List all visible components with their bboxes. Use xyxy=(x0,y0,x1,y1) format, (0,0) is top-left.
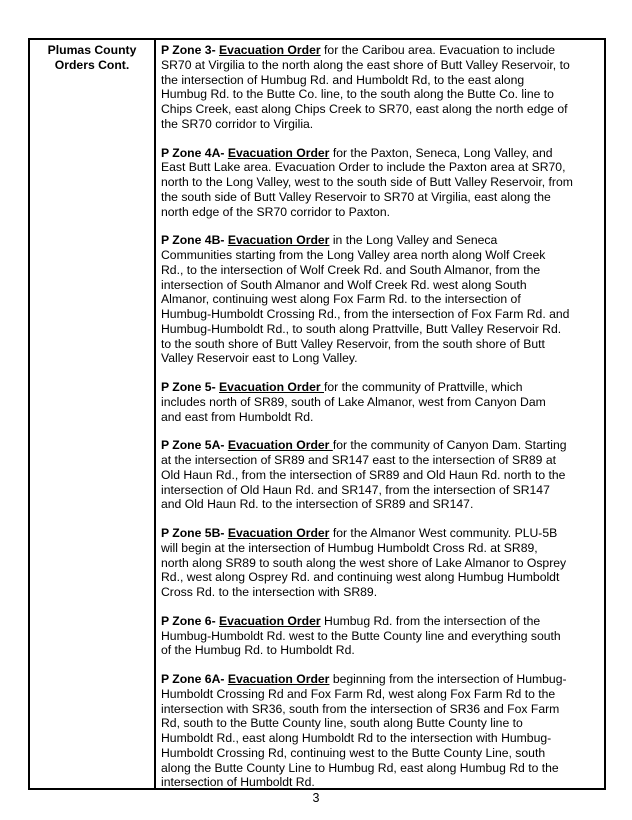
zone-text-line: the SR70 corridor to Virgilia. xyxy=(161,116,314,131)
zone-text-line: for the Almanor West community. PLU-5B xyxy=(329,526,558,540)
zone-6 xyxy=(161,614,598,658)
zone-text-line: for the community of Prattville, which xyxy=(324,380,523,394)
zone-text-line: Humbug-Humboldt Crossing Rd., from the intersection of Fox Farm Rd. and xyxy=(161,307,570,321)
zone-text-line: north along SR89 to south along the west shore of Lake Almanor to Osprey xyxy=(161,555,567,570)
evacuation-order-label: Evacuation Order xyxy=(227,526,330,540)
zone-4a xyxy=(161,146,598,220)
zone-5 xyxy=(161,380,598,424)
orders-table xyxy=(28,38,606,790)
zone-text-line: for the Paxton, Seneca, Long Valley, and xyxy=(329,145,553,160)
zone-label: P Zone 4B- xyxy=(161,233,225,248)
zone-label: P Zone 5- xyxy=(161,380,216,394)
evacuation-order-label: Evacuation Order xyxy=(227,233,330,248)
zone-text-line: will begin at the intersection of Humbug Humboldt Cross Rd. at SR89, xyxy=(161,540,538,555)
zone-text-line: of the Humbug Rd. to Humboldt Rd. xyxy=(161,643,355,658)
zone-label: P Zone 5A- xyxy=(161,438,225,453)
zone-text-line: Humbug-Humboldt Rd. west to the Butte County line and everything south xyxy=(161,628,561,643)
evacuation-order-label: Evacuation Order xyxy=(227,145,330,160)
zone-text-line: Humbug-Humboldt Rd., to south along Prattville, Butt Valley Reservoir Rd. xyxy=(161,321,562,336)
zone-text-line: north to the Long Valley, west to the south side of Butt Valley Reservoir, from xyxy=(161,175,573,189)
zone-label: P Zone 5B- xyxy=(161,526,225,540)
county-heading-line: Plumas County xyxy=(47,43,137,57)
zone-text-line: at the intersection of SR89 and SR147 east to the intersection of SR89 at xyxy=(161,453,556,467)
zone-text-line: Humbug Rd. to the Butte Co. line, to the south along the Butte Co. line to xyxy=(161,87,554,102)
zone-text-line: intersection of Humboldt Rd. xyxy=(161,775,315,790)
zone-text-line: Rd., west along Osprey Rd. and continuing west along Humbug Humboldt xyxy=(161,570,560,585)
zone-text-line: for the community of Canyon Dam. Starting xyxy=(332,438,567,453)
zone-text-line: East Butt Lake area. Evacuation Order to include the Paxton area at SR70, xyxy=(161,160,566,175)
zone-text-line: Humboldt Crossing Rd, continuing west to the Butte County Line, south xyxy=(161,745,546,760)
zone-text-line: along the Butte County Line to Humbug Rd, east along Humbug Rd to the xyxy=(161,760,559,775)
county-heading-cell xyxy=(30,40,156,788)
evacuation-order-label: Evacuation Order xyxy=(219,380,325,394)
zone-text-line: Humboldt Rd., east along Humboldt Rd to the intersection with Humbug- xyxy=(161,731,552,745)
zone-text-line: and Old Haun Rd. to the intersection of SR89 and SR147. xyxy=(161,497,474,512)
zone-text-line: the south side of Butt Valley Reservoir to SR70 at Virgilia, east along the xyxy=(161,189,551,204)
evacuation-order-label: Evacuation Order xyxy=(219,43,321,57)
zone-label: P Zone 6A- xyxy=(161,672,225,686)
zone-text-line: north edge of the SR70 corridor to Paxton. xyxy=(161,204,390,219)
zone-5a xyxy=(161,438,598,512)
zone-text-line: to the south shore of Butt Valley Reservoir, from the south shore of Butt xyxy=(161,336,545,351)
county-heading-line: Orders Cont. xyxy=(54,58,130,72)
zone-text-line: beginning from the intersection of Humbug- xyxy=(329,672,567,686)
zone-text-line: Rd, south to the Butte County line, south along Butte County line to xyxy=(161,716,523,731)
zone-text-line: intersection of Old Haun Rd. and SR147, from the intersection of SR147 xyxy=(161,482,550,497)
zone-text-line: Communities starting from the Long Valley area north along Wolf Creek xyxy=(161,248,546,262)
zone-text-line: Rd., to the intersection of Wolf Creek Rd. and South Almanor, from the xyxy=(161,262,541,277)
zone-text-line: Old Haun Rd., from the intersection of SR89 and Old Haun Rd. north to the xyxy=(161,467,566,482)
page-number: 3 xyxy=(312,791,320,805)
zone-text-line: Almanor, continuing west along Fox Farm Rd. to the intersection of xyxy=(161,292,521,307)
zone-text-line: intersection with SR36, south from the intersection of SR36 and Fox Farm xyxy=(161,701,560,716)
zone-text-line: Humboldt Crossing Rd and Fox Farm Rd, west along Fox Farm Rd to the xyxy=(161,686,556,701)
zone-text-line: for the Caribou area. Evacuation to include xyxy=(320,43,556,57)
zone-5b xyxy=(161,526,598,600)
zone-text-line: includes north of SR89, south of Lake Almanor, west from Canyon Dam xyxy=(161,394,546,409)
zone-text-line: Chips Creek, east along Chips Creek to SR70, east along the north edge of xyxy=(161,102,568,116)
zone-label: P Zone 3- xyxy=(161,43,216,57)
zone-text-line: Cross Rd. to the intersection with SR89. xyxy=(161,585,378,599)
zone-text-line: and east from Humboldt Rd. xyxy=(161,409,314,424)
zone-6a xyxy=(161,672,598,790)
zone-text-line: the intersection of Humbug Rd. and Humboldt Rd, to the east along xyxy=(161,72,525,87)
evacuation-order-label: Evacuation Order xyxy=(219,613,321,628)
zone-text-line: Humbug Rd. from the intersection of the xyxy=(320,613,541,628)
evacuation-order-label: Evacuation Order xyxy=(227,672,330,686)
zone-text-line: Valley Reservoir east to Long Valley. xyxy=(161,351,358,366)
zone-text-line: intersection of South Almanor and Wolf Creek Rd. west along South xyxy=(161,277,527,292)
zones-cell xyxy=(156,40,604,788)
zone-label: P Zone 6- xyxy=(161,613,216,628)
zone-text-line: in the Long Valley and Seneca xyxy=(329,233,498,248)
evacuation-order-label: Evacuation Order xyxy=(227,438,333,453)
zone-label: P Zone 4A- xyxy=(161,145,225,160)
zone-text-line: SR70 at Virgilia to the north along the east shore of Butt Valley Reservoir, to xyxy=(161,57,570,72)
zone-4b xyxy=(161,233,598,366)
zone-3 xyxy=(161,43,598,132)
